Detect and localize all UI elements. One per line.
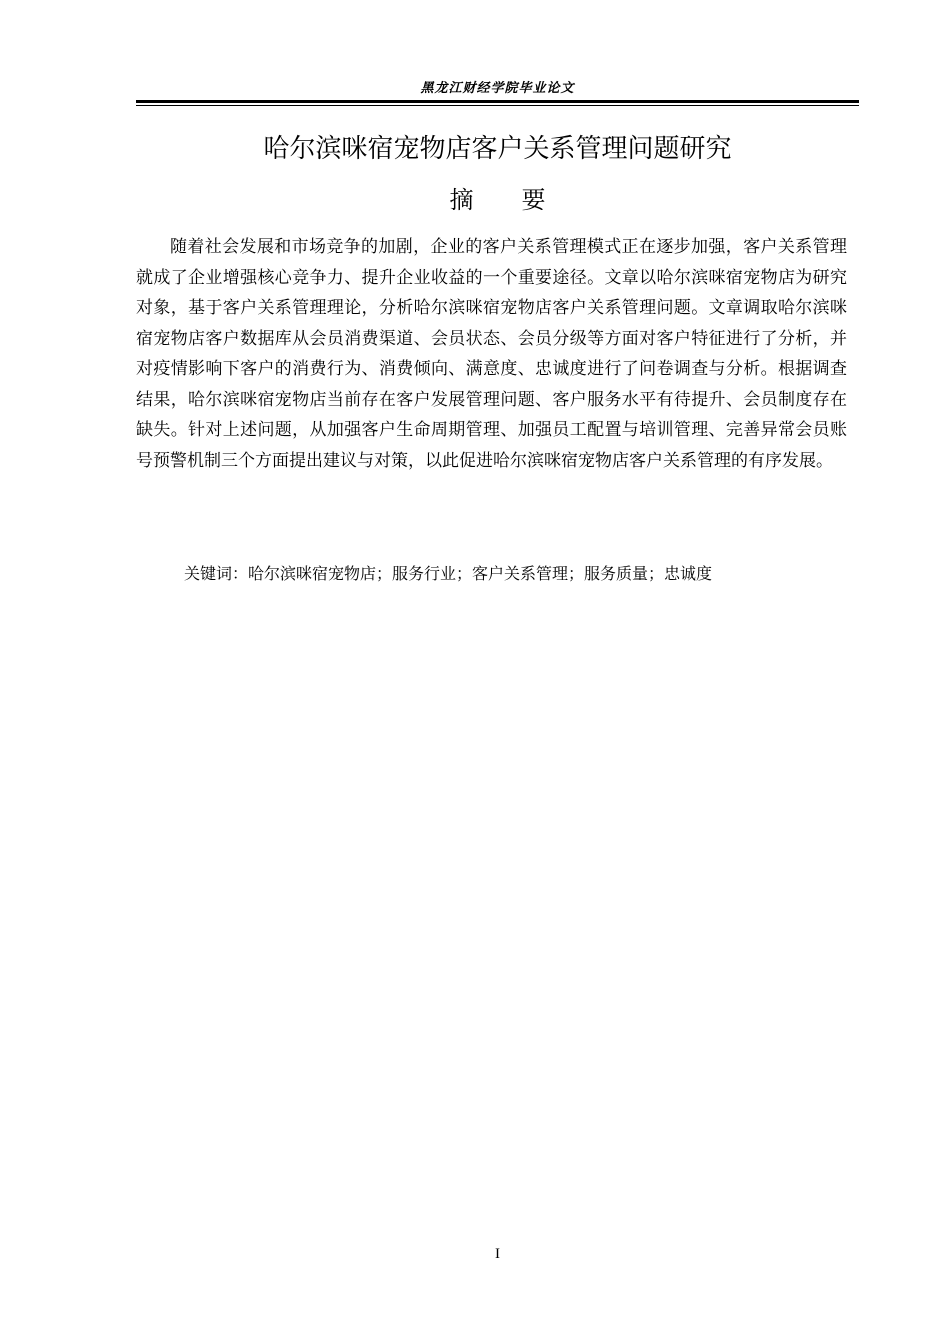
abstract-heading-char-1: 摘 [449, 186, 474, 214]
abstract-heading-char-2: 要 [521, 186, 546, 214]
keywords-values: 哈尔滨咪宿宠物店；服务行业；客户关系管理；服务质量；忠诚度 [248, 564, 713, 583]
header-rule-thin [136, 105, 859, 106]
running-header: 黑龙江财经学院毕业论文 [420, 81, 575, 96]
header-rule-thick [136, 100, 859, 103]
abstract-heading [136, 183, 859, 217]
page-number: I [495, 1246, 500, 1262]
keywords-line [184, 559, 844, 589]
keywords-label: 关键词： [184, 564, 249, 583]
abstract-paragraph: 随着社会发展和市场竞争的加剧，企业的客户关系管理模式正在逐步加强，客户关系管理就成了企业增强核心竞争力、提升企业收益的一个重要途径。文章以哈尔滨咪宿宠物店为研究对象，基于客户关系管理理论，分析哈尔滨咪宿宠物店客户关系管理问题。文章调取哈尔滨咪宿宠物店客户数据库从会员消费渠道、会员状态、会员分级等方面对客户特征进行了分析，并对疫情影响下客户的消费行为、消费倾向、满意度、忠诚度进行了问卷调查与分析。根据调查结果，哈尔滨咪宿宠物店当前存在客户发展管理问题、客户服务水平有待提升、会员制度存在缺失。针对上述问题，从加强客户生命周期管理、加强员工配置与培训管理、完善异常会员账号预警机制三个方面提出建议与对策，以此促进哈尔滨咪宿宠物店客户关系管理的有序发展。 [136, 237, 847, 471]
document-title: 哈尔滨咪宿宠物店客户关系管理问题研究 [263, 134, 732, 164]
